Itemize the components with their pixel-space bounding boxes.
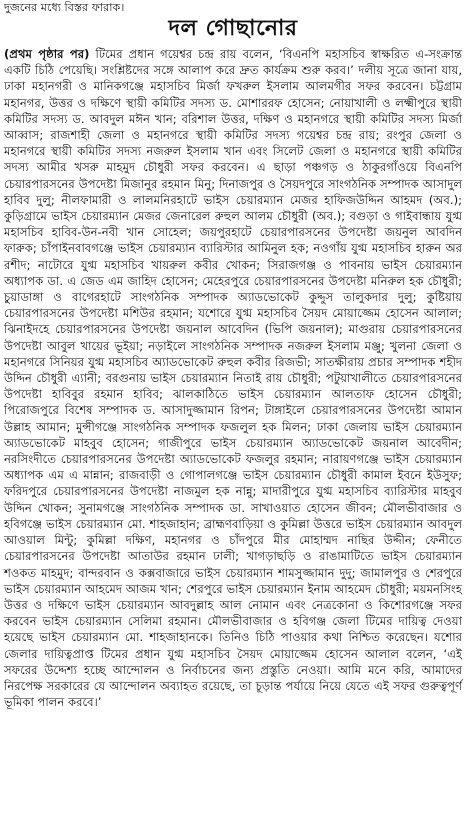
article-body xyxy=(4,46,462,710)
article-body-text: টিমের প্রধান গয়েশ্বর চন্দ্র রায় বলেন, ‘বিএনপি মহাসচিব স্বাক্ষরিত এ-সংক্রান্ত একটি চিঠি পেয়েছি। সংশ্লিষ্টদের সঙ্গে আলাপ করে দ্রুত কার্যক্রম শুরু করব।’ দলীয় সূত্রে জানা যায়, ঢাকা মহানগরী ও মানিকগঞ্জে মহাসচিব মির্জা ফখরুল ইসলাম আলমগীর সফর করবেন। চট্টগ্রাম মহানগর, উত্তর ও দক্ষিণে স্থায়ী কমিটির সদস্য ড. মোশাররফ হোসেন; নোয়াখালী ও লক্ষ্মীপুরে স্থায়ী কমিটির সদস্য ড. আবদুল মঈন খান; বরিশাল উত্তর, দক্ষিণ ও মহানগরে স্থায়ী কমিটির সদস্য মির্জা আব্বাস; রাজশাহী জেলা ও মহানগরে স্থায়ী কমিটির সদস্য গয়েশ্বর চন্দ্র রায়; রংপুর জেলা ও মহানগরে স্থায়ী কমিটির সদস্য নজরুল ইসলাম খান এবং সিলেট জেলা ও মহানগরে স্থায়ী কমিটির সদস্য আমীর খসরু মাহমুদ চৌধুরী সফর করবেন। এ ছাড়া পঞ্চগড় ও ঠাকুরগাঁওয়ে বিএনপি চেয়ারপারসনের উপদেষ্টা মিজানুর রহমান মিনু; দিনাজপুর ও সৈয়দপুরে সাংগঠনিক সম্পাদক আসাদুল হাবিব দুলু; নীলফামারী ও লালমনিরহাটে ভাইস চেয়ারম্যান মেজর হাফিজউদ্দিন আহমদ (অব.); কুড়িগ্রামে ভাইস চেয়ারম্যান মেজর জেনারেল রুহুল আলম চৌধুরী (অব.); বগুড়া ও গাইবান্ধায় যুগ্ম মহাসচিব হাবিব-উন-নবী খান সোহেল; জয়পুরহাটে চেয়ারপারসনের উপদেষ্টা জয়নুল আবদিন ফারুক; চাঁপাইনবাবগঞ্জে ভাইস চেয়ারম্যান ব্যারিস্টার আমিনুল হক; নওগাঁয় যুগ্ম মহাসচিব হারুন অর রশীদ; নাটোরে যুগ্ম মহাসচিব খায়রুল কবীর খোকন; সিরাজগঞ্জ ও পাবনায় ভাইস চেয়ারম্যান অধ্যাপক ডা. এ জেড এম জাহিদ হোসেন; মেহেরপুরে চেয়ারপারসনের উপদেষ্টা মনিরুল হক চৌধুরী; চুয়াডাঙ্গা ও বাগেরহাটে সাংগঠনিক সম্পাদক অ্যাডভোকেট কুদ্দুস তালুকদার দুলু; কুষ্টিয়ায় চেয়ারপারসনের উপদেষ্টা মশিউর রহমান; যশোরে যুগ্ম মহাসচিব সৈয়দ মোয়াজ্জেম হোসেন আলাল; ঝিনাইদহে চেয়ারপারসনের উপদেষ্টা জয়নাল আবেদিন (ভিপি জয়নাল); মাগুরায় চেয়ারপারসনের উপদেষ্টা আবুল খায়ের ভূইয়া; নড়াইলে সাংগঠনিক সম্পাদক নজরুল ইসলাম মঞ্জু; খুলনা জেলা ও মহানগরে সিনিয়র যুগ্ম মহাসচিব অ্যাডভোকেট রুহুল কবীর রিজভী; সাতক্ষীরায় প্রচার সম্পাদক শহীদ উদ্দিন চৌধুরী এ্যানী; বরগুনায় ভাইস চেয়ারম্যান নিতাই রায় চৌধুরী; পটুয়াখালীতে চেয়ারপারসনের উপদেষ্টা হাবিবুর রহমান হাবিব; ঝালকাঠিতে ভাইস চেয়ারম্যান আলতাফ হোসেন চৌধুরী; পিরোজপুরে বিশেষ সম্পাদক ড. আসাদুজ্জামান রিপন; টাঙ্গাইলে চেয়ারপারসনের উপদেষ্টা আমান উল্লাহ আমান; মুন্সীগঞ্জে সাংগঠনিক সম্পাদক ফজলুল হক মিলন; ঢাকা জেলায় ভাইস চেয়ারম্যান অ্যাডভোকেট মাহবুব হোসেন; গাজীপুরে ভাইস চেয়ারম্যান অ্যাডভোকেট জয়নাল আবেদীন; নরসিংদীতে চেয়ারপারসনের উপদেষ্টা অ্যাডভোকেট ফজলুর রহমান; নারায়ণগঞ্জে ভাইস চেয়ারম্যান অধ্যাপক এম এ মান্নান; রাজবাড়ী ও গোপালগঞ্জে ভাইস চেয়ারম্যান চৌধুরী কামাল ইবনে ইউসুফ; ফরিদপুরে চেয়ারপারসনের উপদেষ্টা নাজমুল হক নান্নু; মাদারীপুরে যুগ্ম মহাসচিব ব্যারিস্টার মাহবুব উদ্দিন খোকন; সুনামগঞ্জে সাংগঠনিক সম্পাদক ডা. সাখাওয়াত হোসেন জীবন; মৌলভীবাজার ও হবিগঞ্জে ভাইস চেয়ারম্যান মো. শাহজাহান; ব্রাহ্মণবাড়িয়া ও কুমিল্লা উত্তরে ভাইস চেয়ারম্যান আবদুল আওয়াল মিন্টু; কুমিল্লা দক্ষিণ, মহানগর ও চাঁদপুরে মীর মোহাম্মদ নাছির উদ্দীন; ফেনীতে চেয়ারপারসনের উপদেষ্টা আতাউর রহমান ঢালী; খাগড়াছড়ি ও রাঙামাটিতে ভাইস চেয়ারম্যান শওকত মাহমুদ; বান্দরবান ও কক্সবাজারে ভাইস চেয়ারম্যান শামসুজ্জামান দুদু; জামালপুর ও শেরপুরে ভাইস চেয়ারম্যান আহমেদ আজম খান; শেরপুরে ভাইস চেয়ারম্যান ইনাম আহমেদ চৌধুরী; ময়মনসিংহ উত্তর ও দক্ষিণে ভাইস চেয়ারম্যান আবদুল্লাহ আল নোমান এবং নেত্রকোনা ও কিশোরগঞ্জে সফর করবেন ভাইস চেয়ারম্যান সেলিমা রহমান। মৌলভীবাজার ও হবিগঞ্জ জেলা টিমের দায়িত্ব দেওয়া হয়েছে ভাইস চেয়ারম্যান মো. শাহজাহানকে। তিনিও চিঠি পাওয়ার কথা নিশ্চিত করেছেন। যশোর জেলার দায়িত্বপ্রাপ্ত টিমের প্রধান যুগ্ম মহাসচিব সৈয়দ মোয়াজ্জেম হোসেন আলাল বলেন, ‘এই সফরের উদ্দেশ্য হচ্ছে আন্দোলন ও নির্বাচনের জন্য প্রস্তুতি নেওয়া। আমি মনে করি, আমাদের নিরপেক্ষ সরকারের যে আন্দোলন অব্যাহত রয়েছে, তা চূড়ান্ত পর্যায়ে নিয়ে যেতে এই সফর গুরুত্বপূর্ণ ভূমিকা পালন করবে।’ xyxy=(4,47,462,710)
article-headline: দল গোছানোর xyxy=(168,16,298,41)
previous-article-tail: দুজনের মধ্যে বিস্তর ফারাক। xyxy=(4,1,125,14)
continued-from-label: (প্রথম পৃষ্ঠার পর) xyxy=(4,47,90,61)
